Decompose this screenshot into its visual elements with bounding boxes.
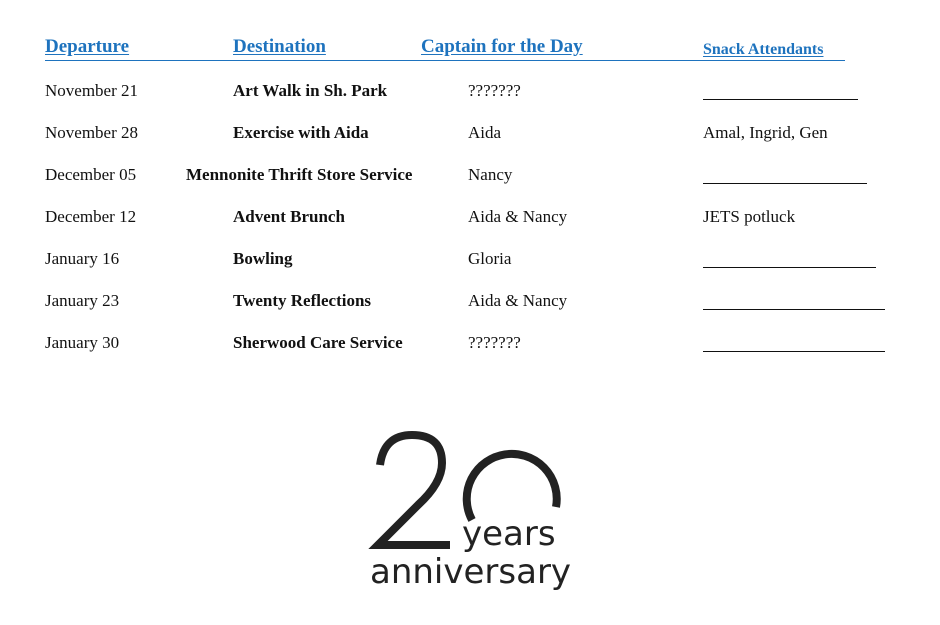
snack-attendants: Amal, Ingrid, Gen — [703, 123, 828, 142]
header-destination: Destination — [233, 36, 326, 57]
schedule-header-row — [45, 36, 845, 61]
snack-blank-line — [703, 183, 867, 184]
table-row — [0, 80, 940, 104]
captain-name: Aida & Nancy — [468, 291, 568, 310]
departure-date: January 23 — [45, 291, 120, 310]
table-row — [0, 290, 940, 314]
snack-blank-line — [703, 309, 885, 310]
captain-name: ??????? — [468, 81, 521, 100]
departure-date: November 28 — [45, 123, 139, 142]
header-captain: Captain for the Day — [421, 36, 583, 57]
table-row — [0, 206, 940, 230]
snack-blank-line — [703, 267, 876, 268]
snack-attendants: JETS potluck — [703, 207, 796, 226]
logo-years-text: years — [462, 514, 556, 554]
header-departure: Departure — [45, 36, 130, 57]
header-snack-attendants: Snack Attendants — [703, 41, 824, 58]
destination-name: Exercise with Aida — [233, 123, 369, 142]
table-row — [0, 248, 940, 272]
logo-anniversary-text: anniversary — [370, 552, 572, 592]
destination-name: Advent Brunch — [233, 207, 345, 226]
snack-blank-line — [703, 351, 885, 352]
captain-name: Nancy — [468, 165, 513, 184]
table-row — [0, 164, 940, 188]
captain-name: Gloria — [468, 249, 512, 268]
logo-digit-zero — [467, 454, 557, 520]
destination-name: Twenty Reflections — [233, 291, 372, 310]
captain-name: Aida & Nancy — [468, 207, 568, 226]
captain-name: Aida — [468, 123, 502, 142]
departure-date: November 21 — [45, 81, 139, 100]
snack-blank-line — [703, 99, 858, 100]
table-row — [0, 332, 940, 356]
departure-date: January 16 — [45, 249, 120, 268]
table-row — [0, 122, 940, 146]
departure-date: December 12 — [45, 207, 137, 226]
departure-date: December 05 — [45, 165, 137, 184]
destination-name: Mennonite Thrift Store Service — [186, 165, 413, 184]
destination-name: Art Walk in Sh. Park — [233, 81, 388, 100]
destination-name: Sherwood Care Service — [233, 333, 403, 352]
captain-name: ??????? — [468, 333, 521, 352]
destination-name: Bowling — [233, 249, 293, 268]
anniversary-logo — [360, 425, 580, 600]
logo-digit-two — [378, 435, 450, 545]
departure-date: January 30 — [45, 333, 120, 352]
